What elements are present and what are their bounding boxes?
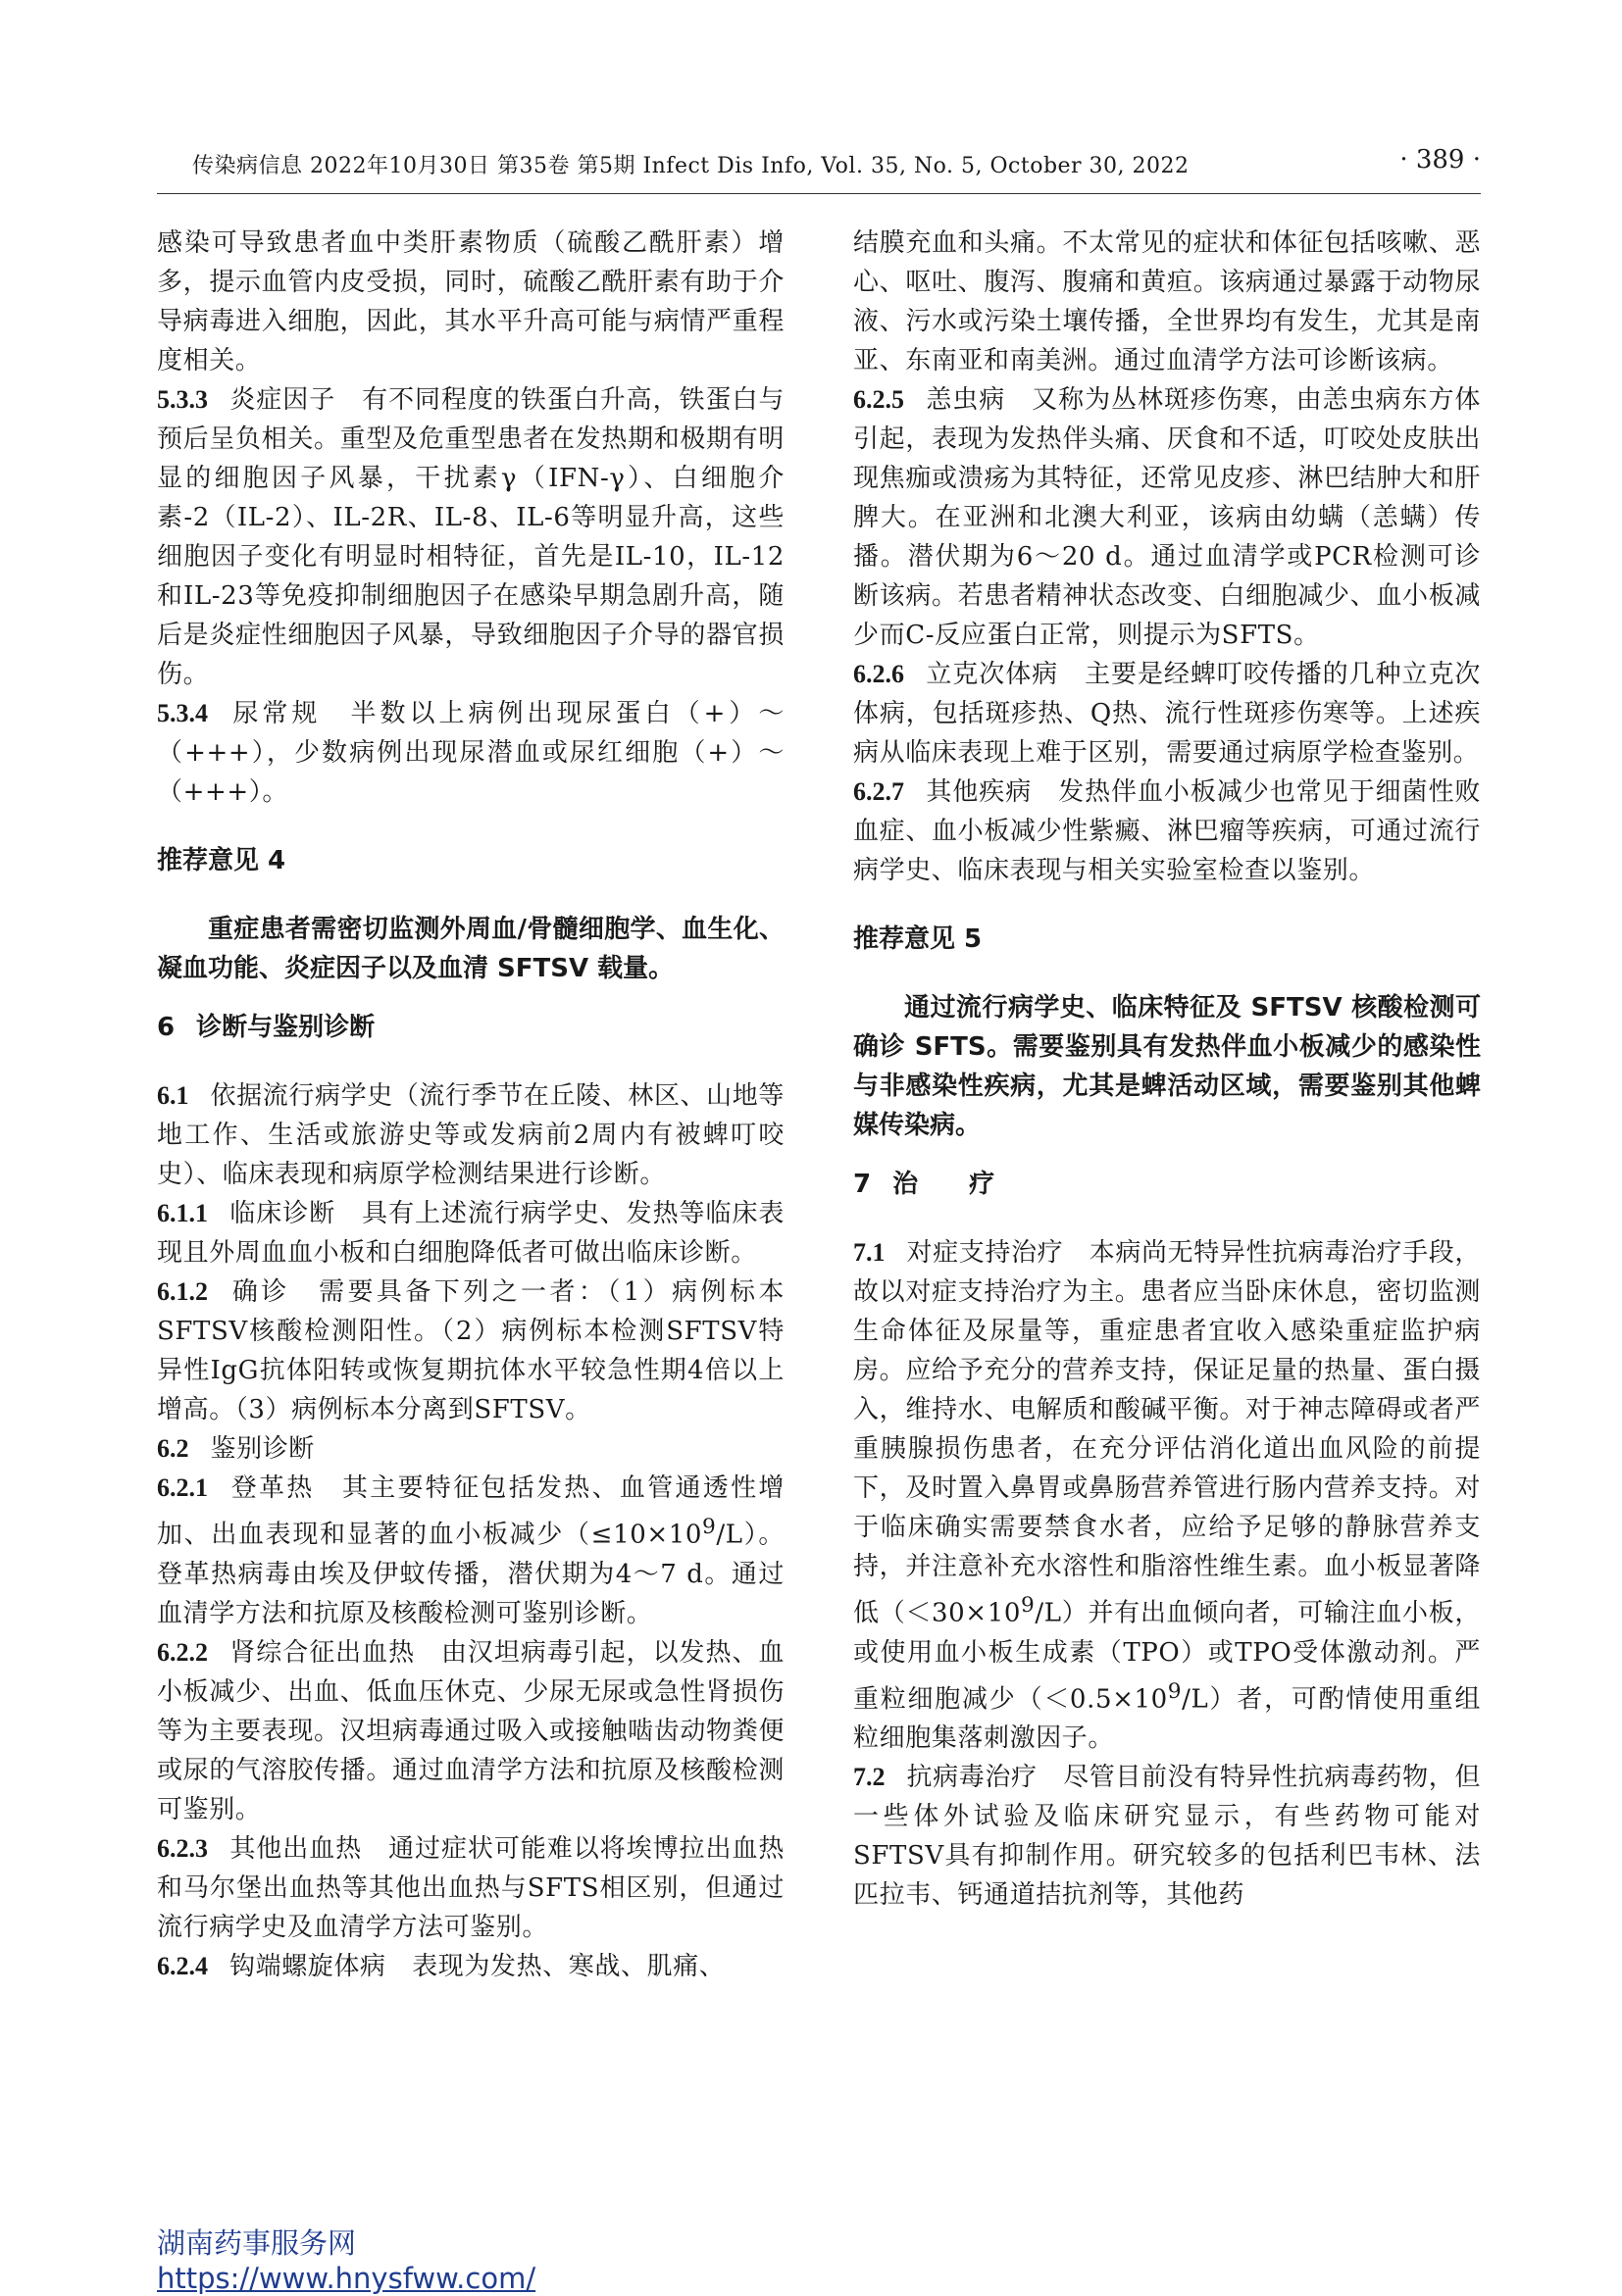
section-6-2-5 [853,380,1481,655]
superscript: 9 [1167,1678,1183,1704]
section-5-3-4 [157,694,785,812]
recommendation-5-title: 推荐意见 5 [853,924,983,954]
site-name: 湖南药事服务网 [157,2226,357,2260]
section-6-1-2 [157,1273,785,1429]
section-text: 临床诊断 具有上述流行病学史、发热等临床表现且外周血血小板和白细胞降低者可做出临床诊断。 [157,1199,785,1268]
section-number: 6.1.2 [157,1277,208,1306]
paragraph: 感染可导致患者血中类肝素物质（硫酸乙酰肝素）增多，提示血管内皮受损，同时，硫酸乙酰肝素有助于介导病毒进入细胞，因此，其水平升高可能与病情严重程度相关。 [157,228,785,375]
section-6-2-4 [157,1947,785,1986]
superscript: 9 [702,1515,717,1539]
section-text: 钩端螺旋体病 表现为发热、寒战、肌痛、 [229,1951,726,1981]
section-text: 其他出血热 通过症状可能难以将埃博拉出血热和马尔堡出血热等其他出血热与SFTS相区别，但通过流行病学史及血清学方法可鉴别。 [157,1833,785,1942]
section-number: 6.2.7 [853,777,904,806]
section-7-1 [853,1233,1481,1758]
section-text: 确诊 需要具备下列之一者：（1）病例标本SFTSV核酸检测阳性。（2）病例标本检测SFTSV特异性IgG抗体阳转或恢复期抗体水平较急性期4倍以上增高。（3）病例标本分离到SFTSV。 [157,1277,785,1424]
section-6-2 [157,1429,785,1469]
heading-7 [853,1165,1481,1204]
section-number: 6.1 [157,1081,189,1110]
section-number: 6.2.4 [157,1951,208,1980]
section-7-2 [853,1758,1481,1915]
journal-citation: 传染病信息 2022年10月30日 第35卷 第5期 Infect Dis Info, Vol. 35, No. 5, October 30, 2022 [192,154,1190,178]
site-url-link[interactable]: https://www.hnysfww.com/ [157,2262,536,2295]
section-number: 7.2 [853,1763,886,1792]
superscript: 9 [1020,1593,1036,1618]
section-text: /L）。登革热病毒由埃及伊蚊传播，潜伏期为4～7 d。通过血清学方法和抗原及核酸检测可鉴别诊断。 [157,1520,785,1628]
section-number: 6.2.3 [157,1833,208,1863]
section-text: 依据流行病学史（流行季节在丘陵、林区、山地等地工作、生活或旅游史等或发病前2周内有被蜱叮咬史）、临床表现和病原学检测结果进行诊断。 [157,1081,785,1189]
running-header [157,145,1481,184]
section-text: 其他疾病 发热伴血小板减少也常见于细菌性败血症、血小板减少性紫癜、淋巴瘤等疾病，可通过流行病学史、临床表现与相关实验室检查以鉴别。 [853,777,1481,885]
section-5-3-3 [157,380,785,694]
recommendation-4-body: 重症患者需密切监测外周血/骨髓细胞学、血生化、凝血功能、炎症因子以及血清 SFTSV 载量。 [157,915,785,983]
header-rule [157,193,1481,194]
heading-number: 6 [157,1013,176,1042]
section-6-2-3 [157,1829,785,1947]
section-text: 尿常规 半数以上病例出现尿蛋白（+）～（+++），少数病例出现尿潜血或尿红细胞（+）～（+++）。 [157,699,785,807]
recommendation-4-title: 推荐意见 4 [157,846,286,875]
section-number: 6.1.1 [157,1199,208,1227]
heading-text: 诊断与鉴别诊断 [196,1013,376,1042]
right-column [853,224,1481,1915]
heading-text: 治 疗 [892,1170,995,1199]
paragraph: 结膜充血和头痛。不太常见的症状和体征包括咳嗽、恶心、呕吐、腹泻、腹痛和黄疸。该病通过暴露于动物尿液、污水或污染土壤传播，全世界均有发生，尤其是南亚、东南亚和南美洲。通过血清学方法可诊断该病。 [853,228,1481,375]
section-6-1-1 [157,1194,785,1273]
left-column [157,224,785,1986]
section-text: /L）并有出血倾向者，可输注血小板，或使用血小板生成素（TPO）或TPO受体激动剂。严重粒细胞减少（＜0.5×10 [853,1598,1481,1715]
section-number: 6.2.1 [157,1473,208,1502]
recommendation-5-body: 通过流行病学史、临床特征及 SFTSV 核酸检测可确诊 SFTS。需要鉴别具有发热伴血小板减少的感染性与非感染性疾病，尤其是蜱活动区域，需要鉴别其他蜱媒传染病。 [853,993,1481,1140]
section-text: 肾综合征出血热 由汉坦病毒引起，以发热、血小板减少、出血、低血压休克、少尿无尿或急性肾损伤等为主要表现。汉坦病毒通过吸入或接触啮齿动物粪便或尿的气溶胶传播。通过血清学方法和抗原及核酸检测可鉴别。 [157,1637,785,1824]
section-text: 鉴别诊断 [210,1434,315,1464]
section-number: 6.2 [157,1434,189,1463]
heading-number: 7 [853,1170,872,1199]
section-number: 5.3.4 [157,699,208,727]
section-text: 登革热 其主要特征包括发热、血管通透性增加、出血表现和显著的血小板减少（≤10×10 [157,1473,785,1550]
section-number: 6.2.2 [157,1637,208,1667]
section-text: /L）者，可酌情使用重组粒细胞集落刺激因子。 [853,1684,1481,1754]
section-6-1 [157,1076,785,1194]
section-number: 5.3.3 [157,385,208,414]
section-text: 对症支持治疗 本病尚无特异性抗病毒治疗手段，故以对症支持治疗为主。患者应当卧床休息，密切监测生命体征及尿量等，重症患者宜收入感染重症监护病房。应给予充分的营养支持，保证足量的热量、蛋白摄入，维持水、电解质和酸碱平衡。对于神志障碍或者严重胰腺损伤患者，在充分评估消化道出血风险的前提下，及时置入鼻胃或鼻肠营养管进行肠内营养支持。对于临床确实需要禁食水者，应给予足够的静脉营养支持，并注意补充水溶性和脂溶性维生素。血小板显著降低（＜30×10 [853,1238,1481,1628]
section-text: 立克次体病 主要是经蜱叮咬传播的几种立克次体病，包括斑疹热、Q热、流行性斑疹伤寒等。上述疾病从临床表现上难于区别，需要通过病原学检查鉴别。 [853,660,1481,768]
section-text: 炎症因子 有不同程度的铁蛋白升高，铁蛋白与预后呈负相关。重型及危重型患者在发热期和极期有明显的细胞因子风暴，干扰素γ（IFN-γ）、白细胞介素-2（IL-2）、IL-2R、IL-8、IL-6等明显升高，这些细胞因子变化有明显时相特征，首先是IL-10，IL-12和IL-23等免疫抑制细胞因子在感染早期急剧升高，随后是炎症性细胞因子风暴，导致细胞因子介导的器官损伤。 [157,385,785,689]
section-number: 6.2.5 [853,385,904,414]
section-text: 恙虫病 又称为丛林斑疹伤寒，由恙虫病东方体引起，表现为发热伴头痛、厌食和不适，叮咬处皮肤出现焦痂或溃疡为其特征，还常见皮疹、淋巴结肿大和肝脾大。在亚洲和北澳大利亚，该病由幼螨（恙螨）传播。潜伏期为6～20 d。通过血清学或PCR检测可诊断该病。若患者精神状态改变、白细胞减少、血小板减少而C-反应蛋白正常，则提示为SFTS。 [853,385,1481,650]
section-number: 7.1 [853,1238,886,1267]
page-number: · 389 · [1399,145,1481,175]
heading-6 [157,1008,785,1047]
section-6-2-2 [157,1633,785,1829]
section-text: 抗病毒治疗 尽管目前没有特异性抗病毒药物，但一些体外试验及临床研究显示，有些药物可能对SFTSV具有抑制作用。研究较多的包括利巴韦林、法匹拉韦、钙通道拮抗剂等，其他药 [853,1763,1481,1911]
section-6-2-1 [157,1469,785,1633]
section-6-2-7 [853,773,1481,890]
section-6-2-6 [853,655,1481,773]
watermark-footer [157,2225,535,2296]
section-number: 6.2.6 [853,660,904,688]
